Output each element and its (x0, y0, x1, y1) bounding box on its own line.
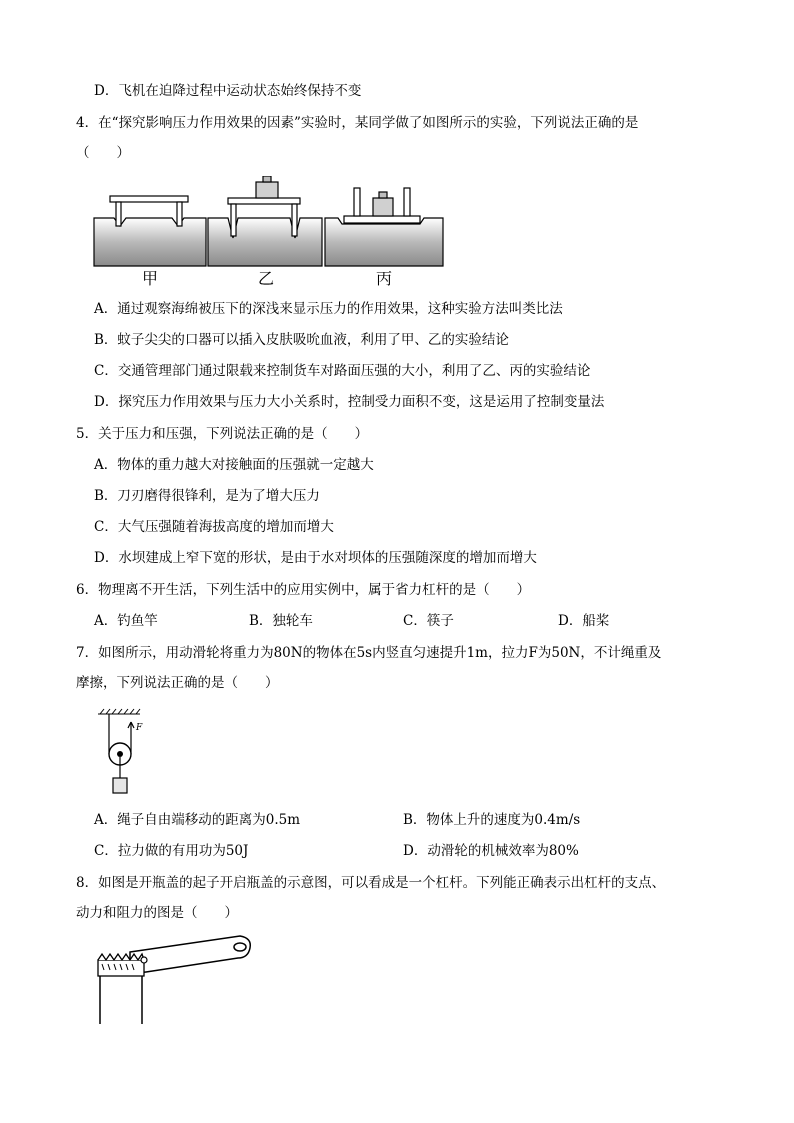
q5-stem: 5．关于压力和压强，下列说法正确的是（ ） (76, 426, 369, 442)
fulcrum-contact (141, 957, 147, 963)
figure-label-bing: 丙 (375, 269, 393, 286)
option-d-previous: D．飞机在迫降过程中运动状态始终保持不变 (94, 83, 362, 99)
q5-option-c: C．大气压强随着海拔高度的增加而增大 (94, 519, 334, 535)
sponge-jia (94, 218, 206, 266)
q7-stem-line2: 摩擦，下列说法正确的是（ ） (76, 675, 279, 691)
sponge-yi (208, 218, 322, 266)
q4-option-b: B．蚊子尖尖的口器可以插入皮肤吸吮血液，利用了甲、乙的实验结论 (94, 332, 509, 348)
q4-sponge-experiment-figure (92, 176, 452, 286)
q8-stem-line2: 动力和阻力的图是（ ） (76, 905, 238, 921)
q4-option-a: A．通过观察海绵被压下的深浅来显示压力的作用效果，这种实验方法叫类比法 (94, 301, 563, 317)
q5-option-b: B．刀刃磨得很锋利，是为了增大压力 (94, 488, 320, 504)
q7-option-c: C．拉力做的有用功为50J (94, 843, 249, 859)
q6-stem: 6．物理离不开生活，下列生活中的应用实例中，属于省力杠杆的是（ ） (76, 582, 531, 598)
q8-stem-line1: 8．如图是开瓶盖的起子开启瓶盖的示意图，可以看成是一个杠杆。下列能正确表示出杠杆的支点、 (76, 875, 666, 891)
q7-option-b: B．物体上升的速度为0.4m/s (403, 812, 581, 828)
force-label: F (136, 723, 143, 733)
bottle-neck (100, 976, 142, 1024)
q7-stem-line1: 7．如图所示，用动滑轮将重力为80N的物体在5s内竖直匀速提升1m，拉力F为50N，不计绳重及 (76, 645, 662, 661)
q7-option-a: A．绳子自由端移动的距离为0.5m (94, 812, 301, 828)
q6-option-d: D．船桨 (558, 613, 610, 629)
q7-option-d: D．动滑轮的机械效率为80% (403, 843, 579, 859)
opener-lever (130, 936, 250, 972)
weight-yi (256, 176, 278, 198)
q6-option-a: A．钓鱼竿 (94, 613, 158, 629)
q6-option-c: C．筷子 (403, 613, 454, 629)
weight-bing (373, 192, 393, 216)
q5-option-d: D．水坝建成上窄下宽的形状，是由于水对坝体的压强随深度的增加而增大 (94, 550, 537, 566)
q4-stem-line2: （ ） (76, 145, 130, 161)
q4-option-c: C．交通管理部门通过限载来控制货车对路面压强的大小，利用了乙、丙的实验结论 (94, 363, 591, 379)
figure-label-yi: 乙 (257, 269, 275, 286)
ceiling-hatch (98, 709, 140, 714)
q4-option-d: D．探究压力作用效果与压力大小关系时，控制受力面积不变，这是运用了控制变量法 (94, 394, 605, 410)
sponge-bing (325, 218, 443, 266)
q7-pulley-figure (96, 706, 156, 798)
hanging-block (113, 778, 127, 793)
q4-stem-line1: 4．在“探究影响压力作用效果的因素”实验时，某同学做了如图所示的实验，下列说法正确的是 (76, 115, 639, 131)
q6-option-b: B．独轮车 (249, 613, 313, 629)
q8-bottle-opener-figure (90, 930, 260, 1030)
figure-label-jia: 甲 (141, 269, 159, 286)
q5-option-a: A．物体的重力越大对接触面的压强就一定越大 (94, 457, 374, 473)
